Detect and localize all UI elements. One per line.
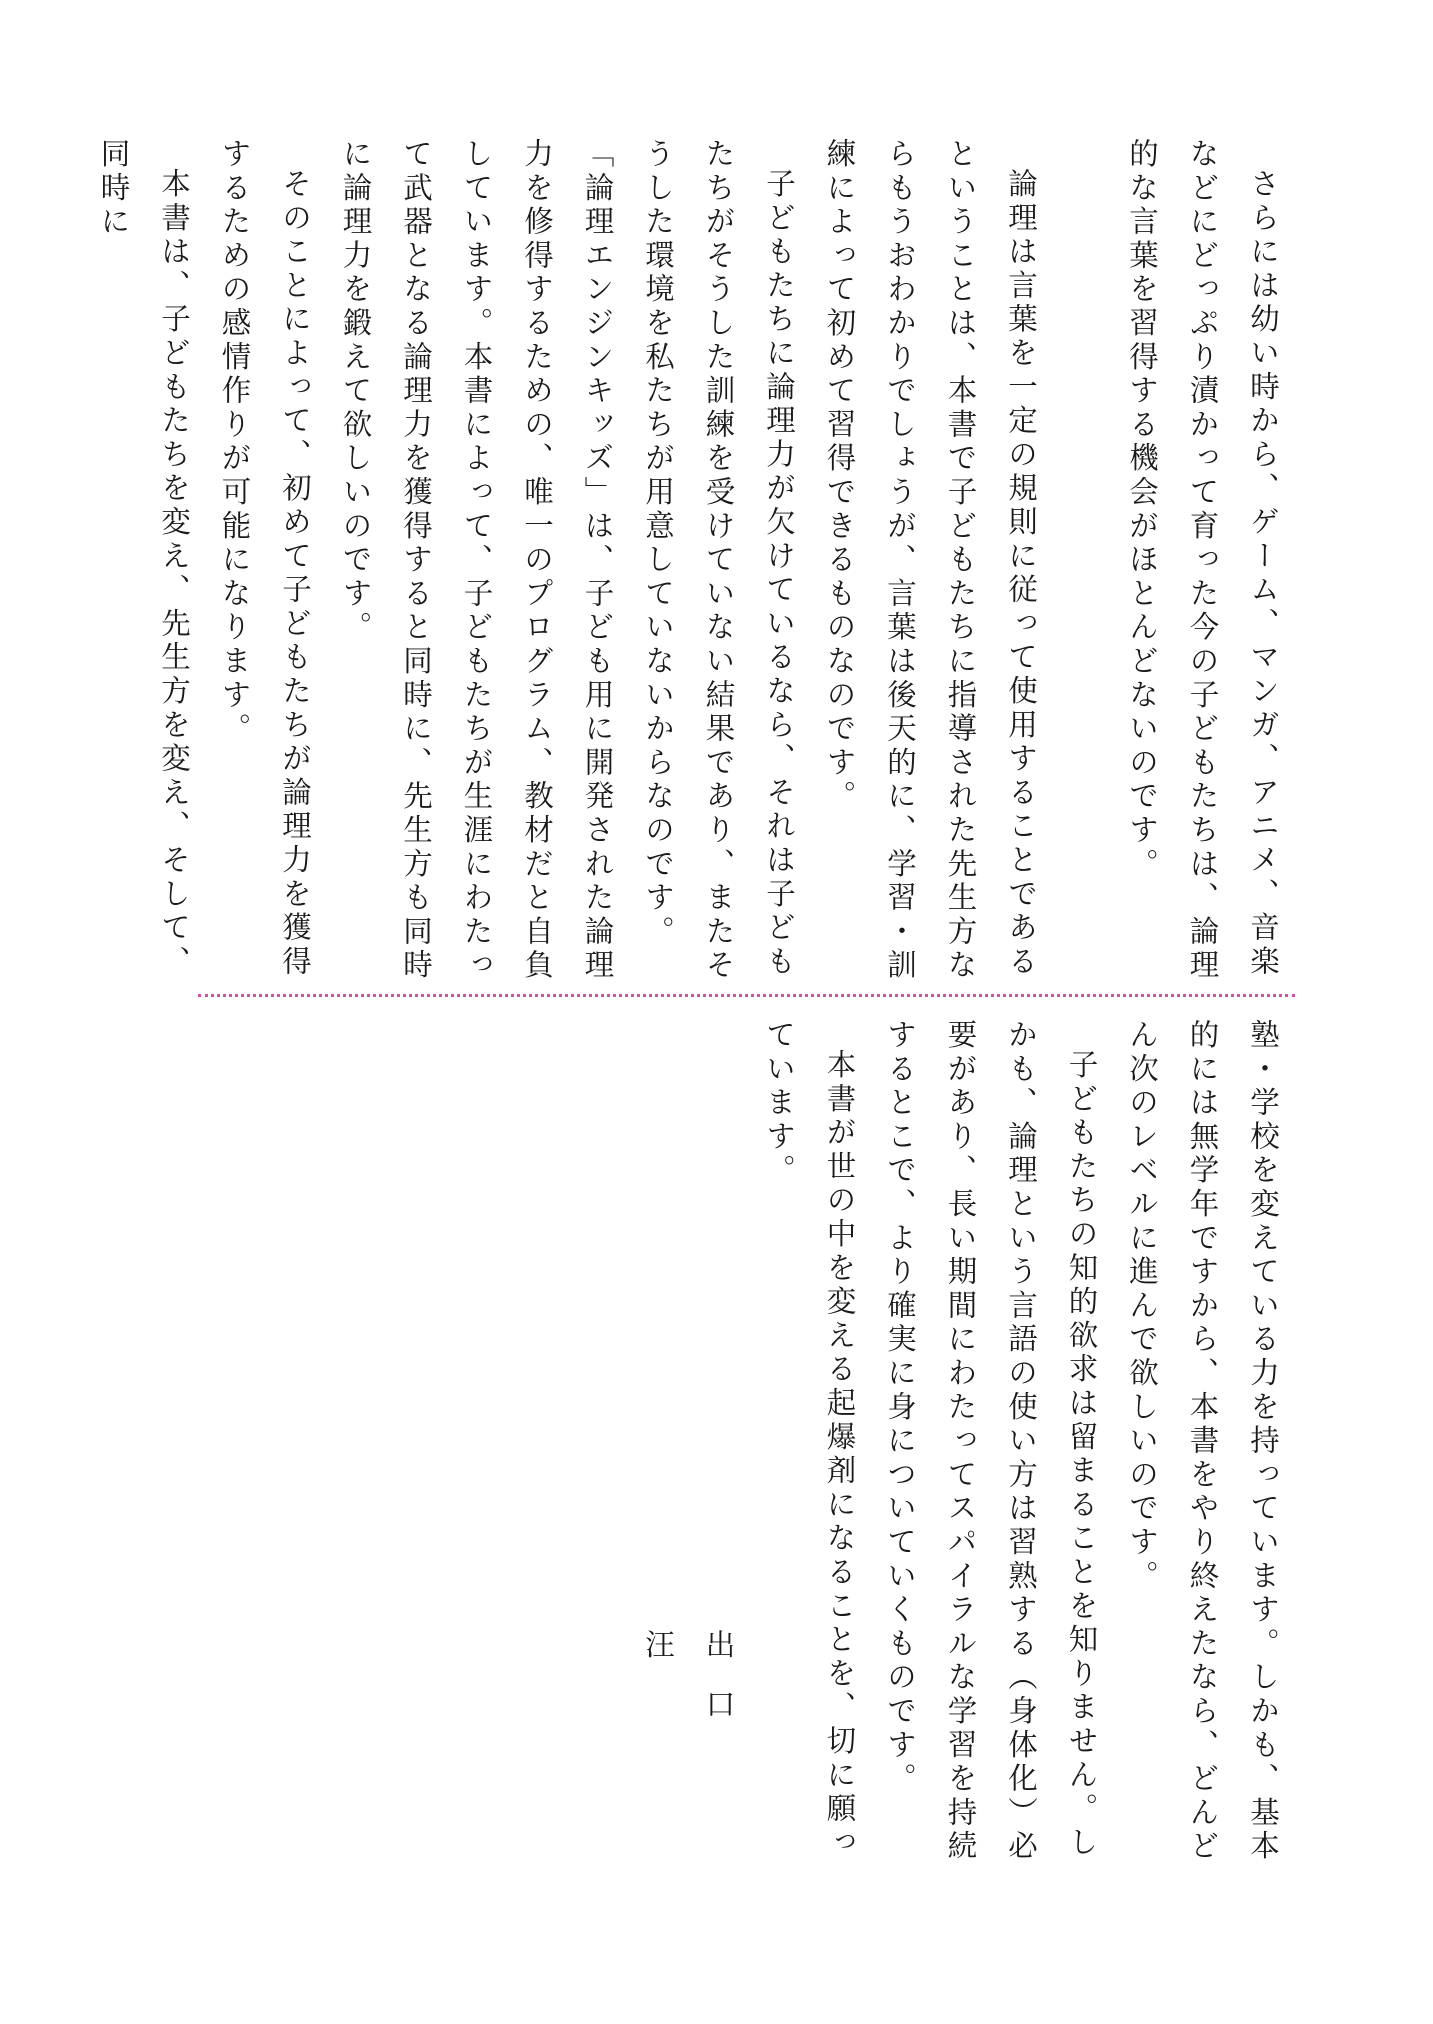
paragraph-6: 本書は、子どもたちを変え、先生方を変え、そして、同時に — [96, 138, 191, 979]
paragraph-4: 「論理エンジンキッズ」は、子ども用に開発された論理力を修得するための、唯一のプログラム、教材だと自負しています。本書によって、子どもたちが生涯にわたって武器となる論理力を獲得すると同時に、先生方も同時に論理力を鍛えて欲しいのです。 — [338, 138, 615, 983]
paragraph-2: 論理は言葉を一定の規則に従って使用することであるということは、本書で子どもたちに指導された先生方ならもうおわかりでしょうが、言葉は後天的に、学習・訓練によって初めて習得できるものなのです。 — [822, 138, 1038, 983]
bottom-text-block — [188, 1019, 1293, 1871]
author-signature: 出口 汪 — [641, 1629, 736, 1748]
paragraph-3: 子どもたちに論理力が欠けているなら、それは子どもたちがそうした訓練を受けていない結果であり、またそうした環境を私たちが用意していないからなのです。 — [641, 138, 796, 983]
paragraph-1: さらには幼い時から、ゲーム、マンガ、アニメ、音楽などにどっぷり漬かって育った今の子どもたちは、論理的な言葉を習得する機会がほとんどないのです。 — [1125, 138, 1280, 983]
section-divider — [198, 994, 1295, 997]
paragraph-8: 子どもたちの知的欲求は留まることを知りません。しかも、論理という言語の使い方は習熟する（身体化）必要があり、長い期間にわたってスパイラルな学習を持続するとこで、より確実に身についていくものです。 — [883, 1019, 1099, 1864]
paragraph-5: そのことによって、初めて子どもたちが論理力を獲得するための感情作りが可能になります。 — [217, 138, 312, 979]
paragraph-9: 本書が世の中を変える起爆剤になることを、切に願っています。 — [762, 1019, 857, 1860]
paragraph-7: 塾・学校を変えている力を持っています。しかも、基本的には無学年ですから、本書をやり終えたなら、どんどん次のレベルに進んで欲しいのです。 — [1125, 1019, 1280, 1864]
top-text-block — [96, 138, 1293, 990]
